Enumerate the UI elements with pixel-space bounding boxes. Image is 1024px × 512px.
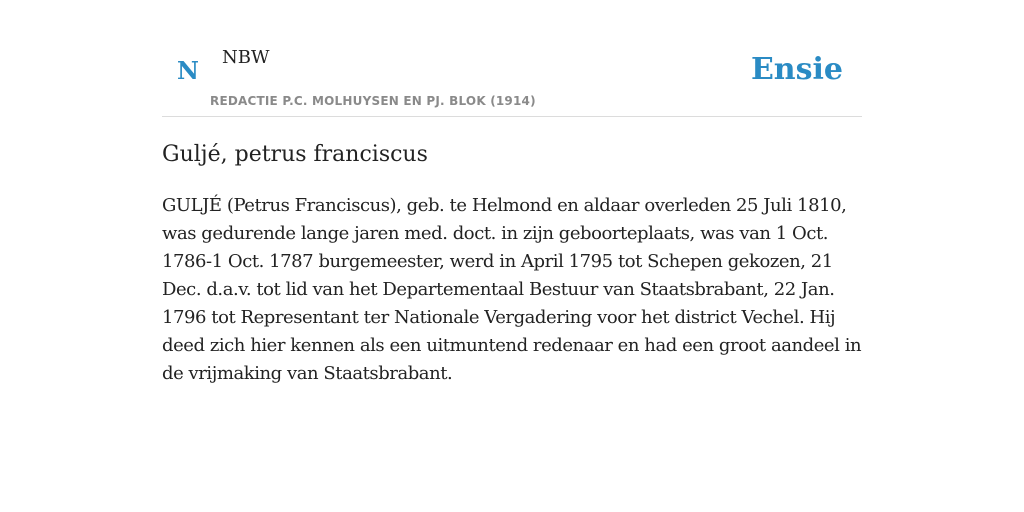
- source-name-link[interactable]: NBW: [222, 47, 270, 68]
- article-body: GULJÉ (Petrus Franciscus), geb. te Helmond en aldaar overleden 25 Juli 1810, was gedurende lange jaren med. doct. in zijn geboorteplaats, was van 1 Oct. 1786-1 Oct. 1787 burgemeester, werd in April 1795 tot Schepen gekozen, 21 Dec. d.a.v. tot lid van het Departementaal Bestuur van Staatsbrabant, 22 Jan. 1796 tot Representant ter Nationale Vergadering voor het district Vechel. Hij deed zich hier kennen als een uitmuntend redenaar en had een groot aandeel in de vrijmaking van Staatsbrabant.: [162, 195, 862, 384]
- source-logo[interactable]: N: [177, 56, 199, 85]
- source-subtitle: REDACTIE P.C. MOLHUYSEN EN PJ. BLOK (1914): [210, 94, 536, 108]
- source-header: [162, 0, 862, 117]
- article-title: Guljé, petrus franciscus: [162, 142, 428, 167]
- brand-logo-link[interactable]: Ensie: [750, 52, 843, 87]
